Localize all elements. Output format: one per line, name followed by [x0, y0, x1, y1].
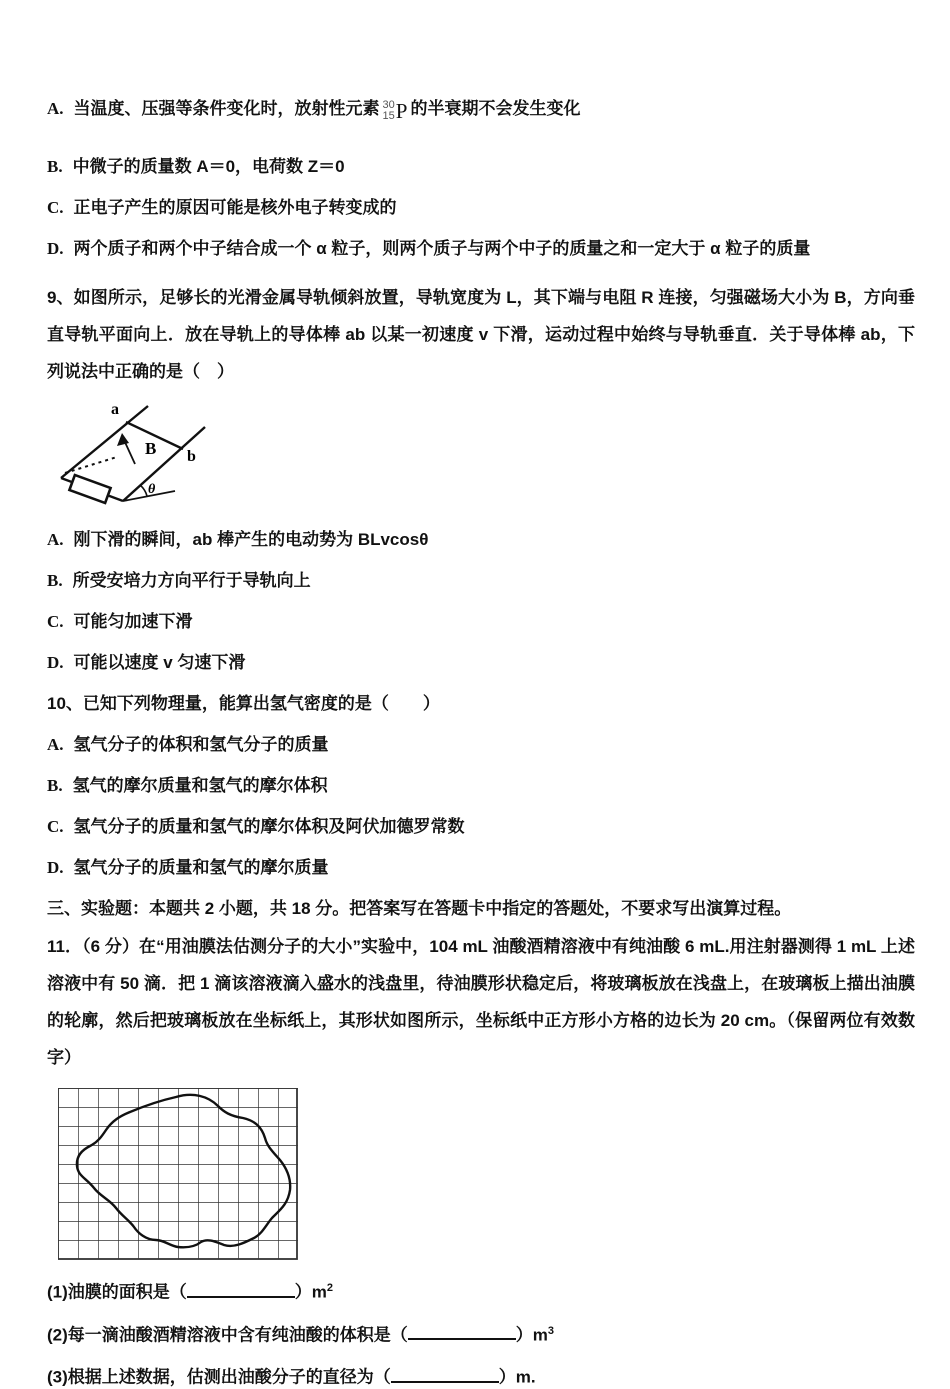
q11-blank-3 [47, 1362, 910, 1389]
rail-end-b-label: b [187, 448, 196, 465]
option-text: 两个质子和两个中子结合成一个 α 粒子，则两个质子与两个中子的质量之和一定大于 α 粒子的质量 [73, 239, 811, 258]
magnetic-field-label: B [145, 439, 157, 458]
isotope-atomic-number: 15 [382, 110, 395, 122]
q10-option-d [47, 857, 910, 878]
q8-option-c [47, 197, 910, 218]
option-text-pre: 当温度、压强等条件变化时，放射性元素 [73, 99, 380, 118]
unit-exponent: 2 [326, 1282, 334, 1294]
q9-option-b [47, 570, 910, 591]
option-label: D. [47, 239, 64, 258]
option-text: 氢气分子的质量和氢气的摩尔质量 [73, 858, 329, 877]
option-text-post: 的半衰期不会发生变化 [410, 99, 581, 118]
option-label: D. [47, 858, 64, 877]
answer-blank [408, 1326, 516, 1340]
rail-end-a-label: a [111, 401, 119, 418]
oil-film-grid-diagram [58, 1088, 298, 1260]
q10-option-c [47, 816, 910, 837]
answer-blank [391, 1369, 499, 1383]
angle-arc [140, 485, 147, 496]
q10-option-a [47, 734, 910, 755]
option-text: 氢气的摩尔质量和氢气的摩尔体积 [72, 776, 328, 795]
blank-pre-text: (3)根据上述数据，估测出油酸分子的直径为（ [47, 1367, 391, 1387]
resistor-box [69, 475, 110, 503]
q9-option-d [47, 652, 910, 673]
option-text: 刚下滑的瞬间，ab 棒产生的电动势为 BLvcosθ [73, 530, 429, 549]
q9-incline-figure [53, 400, 910, 521]
blank-post-text: ）m [294, 1282, 327, 1302]
section-heading: 三、实验题：本题共 2 小题，共 18 分。把答案写在答题卡中指定的答题处，不要求写出演算过程。 [47, 899, 792, 918]
isotope-symbol: P [395, 98, 408, 123]
option-label: A. [47, 530, 64, 549]
q11-blank-1 [47, 1277, 910, 1304]
dashed-reference-line [65, 457, 117, 473]
incline-angle-label: θ [148, 482, 156, 497]
left-rail-line [61, 406, 148, 478]
blank-post-text: ）m. [498, 1367, 536, 1387]
option-text: 可能匀加速下滑 [73, 612, 193, 631]
option-label: A. [47, 735, 64, 754]
unit-exponent: 3 [547, 1324, 555, 1337]
option-label: A. [47, 99, 64, 118]
blank-post-text: ）m [515, 1325, 548, 1345]
q11-oil-film-figure [58, 1088, 910, 1265]
q10-stem: 10、已知下列物理量，能算出氢气密度的是（ ） [47, 694, 440, 713]
option-text: 氢气分子的体积和氢气分子的质量 [73, 735, 329, 754]
q10-option-b [47, 775, 910, 796]
option-text: 正电子产生的原因可能是核外电子转变成的 [73, 198, 397, 217]
option-label: D. [47, 653, 64, 672]
q9-option-c [47, 611, 910, 632]
q8-option-d [47, 238, 910, 259]
option-label: B. [47, 157, 63, 176]
q8-option-a [47, 98, 910, 130]
option-label: C. [47, 817, 64, 836]
isotope-numbers [383, 100, 395, 122]
coordinate-grid [58, 1088, 298, 1259]
q11-blank-2 [47, 1320, 910, 1347]
answer-blank [187, 1284, 295, 1298]
option-text: 可能以速度 v 匀速下滑 [73, 653, 246, 672]
field-arrowhead [117, 433, 129, 446]
option-text: 氢气分子的质量和氢气的摩尔体积及阿伏加德罗常数 [73, 817, 465, 836]
q9-option-a [47, 529, 910, 550]
isotope-mass-number: 30 [382, 99, 395, 111]
incline-rail-diagram [53, 400, 263, 516]
option-text: 中微子的质量数 A＝0，电荷数 Z＝0 [72, 157, 345, 176]
blank-pre-text: (2)每一滴油酸酒精溶液中含有纯油酸的体积是（ [47, 1325, 408, 1345]
blank-pre-text: (1)油膜的面积是（ [47, 1282, 187, 1302]
option-label: B. [47, 776, 63, 795]
q8-option-b [47, 156, 910, 177]
option-label: B. [47, 571, 63, 590]
q11-stem: 11．（6 分）在“用油膜法估测分子的大小”实验中，104 mL 油酸酒精溶液中有纯油酸 6 mL.用注射器测得 1 mL 上述溶液中有 50 滴．把 1 滴该溶液滴入盛水的浅盘里，待油膜形状稳定后，将玻璃板放在浅盘上，在玻璃板上描出油膜的轮廓，然后把玻璃板放在坐标纸上，其形状如图所示，坐标纸中正方形小方格的边长为 20 cm。（保留两位有效数字） [47, 937, 915, 1067]
option-label: C. [47, 198, 64, 217]
option-text: 所受安培力方向平行于导轨向上 [72, 571, 311, 590]
option-label: C. [47, 612, 64, 631]
q9-stem: 9、如图所示，足够长的光滑金属导轨倾斜放置，导轨宽度为 L，其下端与电阻 R 连接，匀强磁场大小为 B，方向垂直导轨平面向上．放在导轨上的导体棒 ab 以某一初速度 v 下滑，运动过程中始终与导轨垂直．关于导体棒 ab，下列说法中正确的是（ ） [47, 288, 915, 381]
isotope-notation [383, 100, 408, 122]
